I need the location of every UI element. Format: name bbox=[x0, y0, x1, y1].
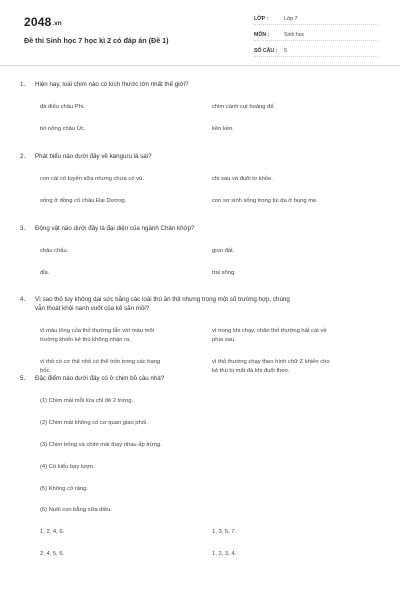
question-text: Đặc điểm nào dưới đây có ở chim bồ câu nhà? bbox=[35, 375, 165, 382]
answer-option-a[interactable]: 1, 2, 4, 6. bbox=[40, 529, 65, 535]
meta-label: SỐ CÂU : bbox=[254, 47, 278, 54]
exam-title: Đề thi Sinh học 7 học kì 2 có đáp án (Đề 1) bbox=[24, 36, 169, 45]
question-text-line: Vì sao thỏ tuy không dai sức bằng các loài thú ăn thịt nhưng trong một số trường hợp, chúng bbox=[35, 296, 290, 303]
meta-value: 5 bbox=[284, 47, 287, 54]
exam-meta bbox=[254, 13, 378, 61]
question-1 bbox=[20, 80, 380, 132]
question-text: Phát biểu nào dưới đây về kanguru là sai? bbox=[35, 153, 152, 160]
question-3 bbox=[20, 224, 380, 276]
answer-option-a[interactable]: châu chấu. bbox=[40, 248, 69, 254]
option-line: trường khiến kẻ thù không nhận ra. bbox=[40, 337, 131, 343]
meta-row-grade bbox=[254, 13, 378, 25]
option-line: vì thỏ có cơ thể nhỏ có thể trốn trong các hang bbox=[40, 359, 161, 365]
meta-label: LỚP : bbox=[254, 15, 269, 22]
answer-option-b[interactable]: chim cánh cụt hoàng đế. bbox=[212, 104, 276, 110]
question-text: Động vật nào dưới đây là đại diện của ngành Chân khớp? bbox=[35, 225, 195, 232]
answer-option-c[interactable]: 2, 4, 5, 6. bbox=[40, 551, 65, 557]
answer-option-c[interactable]: sống ở đồng cỏ châu Đại Dương. bbox=[40, 198, 127, 204]
question-number: 3. bbox=[20, 225, 26, 232]
answer-option-b[interactable]: chi sau và đuôi to khỏe. bbox=[212, 176, 273, 182]
option-line: vì trong khi chạy, chân thỏ thường hất cát về bbox=[212, 328, 327, 334]
logo-text: 2048 bbox=[24, 15, 52, 29]
site-logo[interactable] bbox=[24, 15, 62, 29]
page-header bbox=[0, 0, 400, 66]
header-divider bbox=[0, 65, 400, 66]
question-4 bbox=[20, 295, 380, 374]
option-line: vì thỏ thường chạy theo hình chữ Z khiến cho bbox=[212, 359, 330, 365]
question-text: Hiện nay, loài chim nào có kích thước lớn nhất thế giới? bbox=[35, 81, 189, 88]
option-line: hốc. bbox=[40, 368, 51, 374]
meta-row-question-count bbox=[254, 45, 378, 57]
answer-option-d[interactable]: 1, 2, 3, 4. bbox=[212, 551, 237, 557]
statement-item: (5) Không có răng. bbox=[40, 486, 89, 492]
answer-option-b[interactable]: giun đất. bbox=[212, 248, 235, 254]
answer-option-c[interactable]: đỉa. bbox=[40, 270, 50, 276]
question-text bbox=[35, 295, 380, 313]
question-number: 5. bbox=[20, 375, 26, 382]
question-number: 1. bbox=[20, 81, 26, 88]
meta-value: Sinh học bbox=[284, 31, 305, 38]
answer-option-d[interactable]: kền kền. bbox=[212, 126, 234, 132]
statement-item: (6) Nuôi con bằng sữa diều. bbox=[40, 507, 112, 513]
option-line: kẻ thù bị mất đà khi đuổi theo. bbox=[212, 368, 290, 374]
answer-option-b[interactable]: 1, 3, 5, 7. bbox=[212, 529, 237, 535]
logo-suffix: .vn bbox=[52, 21, 62, 27]
meta-row-subject bbox=[254, 29, 378, 41]
answer-option-d[interactable]: trai sông. bbox=[212, 270, 236, 276]
statement-item: (3) Chim trống và chim mái thay nhau ấp trứng. bbox=[40, 442, 162, 448]
question-number: 4. bbox=[20, 296, 26, 303]
statement-item: (1) Chim mái mỗi lứa chỉ đẻ 2 trứng. bbox=[40, 398, 134, 404]
statement-item: (2) Chim mái không có cơ quan giao phối. bbox=[40, 420, 148, 426]
question-2 bbox=[20, 152, 380, 204]
answer-option-a[interactable] bbox=[40, 327, 216, 345]
answer-option-b[interactable] bbox=[212, 327, 384, 345]
answer-option-c[interactable]: bồ nông châu Úc. bbox=[40, 126, 86, 132]
answer-option-d[interactable]: con sơ sinh sống trong túi da ở bụng mẹ. bbox=[212, 198, 318, 204]
question-number: 2. bbox=[20, 153, 26, 160]
answer-option-a[interactable]: đà điểu châu Phi. bbox=[40, 104, 85, 110]
option-line: phía sau. bbox=[212, 337, 236, 343]
question-5 bbox=[20, 374, 380, 557]
meta-value: Lớp 7 bbox=[284, 15, 298, 22]
answer-option-a[interactable]: con cái có tuyến sữa nhưng chưa có vú. bbox=[40, 176, 144, 182]
option-line: vì màu lông của thỏ thường lẫn với màu môi bbox=[40, 328, 154, 334]
statement-item: (4) Có kiểu bay lượn. bbox=[40, 464, 95, 470]
meta-label: MÔN : bbox=[254, 31, 270, 38]
question-text-line: vẫn thoát khỏi nanh vuốt của kẻ săn mồi? bbox=[35, 305, 150, 312]
